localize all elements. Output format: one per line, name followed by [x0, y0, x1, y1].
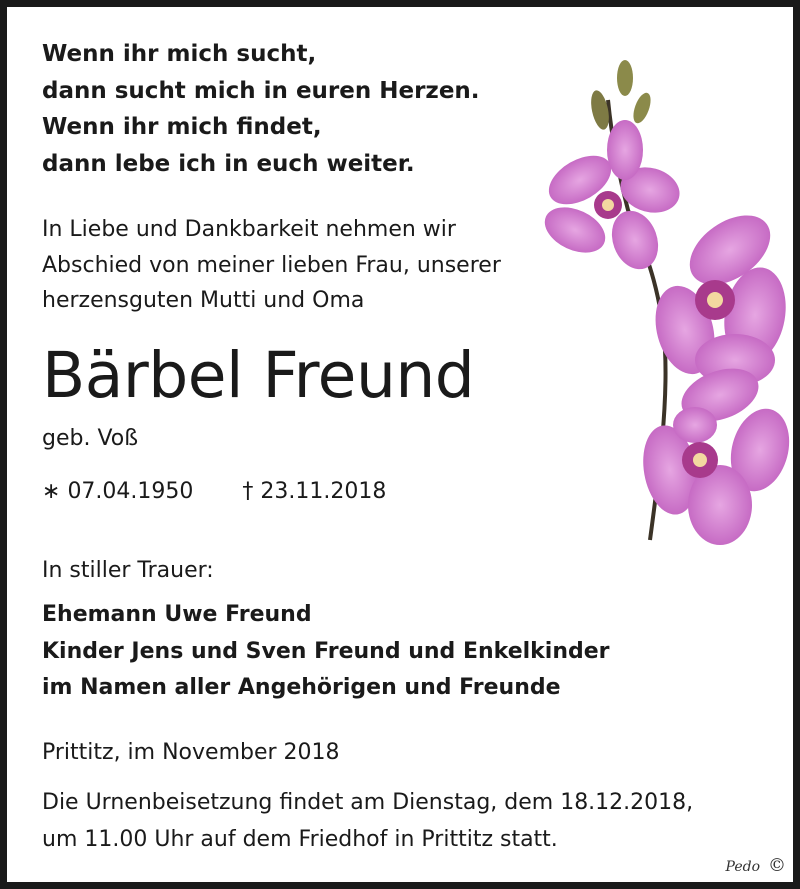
birth-date: 07.04.1950 — [67, 479, 194, 504]
mourner-line: Kinder Jens und Sven Freund und Enkelkinder — [42, 638, 610, 664]
life-dates — [42, 476, 386, 508]
poem-line: Wenn ihr mich findet, — [42, 114, 322, 140]
photo-credit — [726, 855, 786, 876]
place-date: Prittitz, im November 2018 — [42, 740, 340, 765]
birth-date-group — [42, 476, 193, 508]
mourner-line: Ehemann Uwe Freund — [42, 602, 312, 627]
death-date: 23.11.2018 — [260, 479, 387, 504]
intro-line: Abschied von meiner lieben Frau, unserer — [42, 252, 501, 278]
orchid-blossom — [637, 359, 792, 545]
mourner-line: im Namen aller Angehörigen und Freunde — [42, 675, 561, 700]
birth-name: geb. Voß — [42, 426, 139, 451]
orchid-flower-image — [500, 30, 792, 560]
signature: Pedo — [725, 859, 760, 875]
poem-line: dann sucht mich in euren Herzen. — [42, 77, 480, 104]
mourning-label: In stiller Trauer: — [42, 558, 214, 583]
mourners-list — [42, 597, 610, 707]
orchid-bud — [630, 91, 654, 126]
death-date-group — [242, 476, 386, 508]
funeral-line: um 11.00 Uhr auf dem Friedhof in Prittitz statt. — [42, 826, 558, 852]
poem-line: dann lebe ich in euch weiter. — [42, 150, 415, 177]
intro-line: In Liebe und Dankbarkeit nehmen wir — [42, 217, 456, 242]
funeral-line: Die Urnenbeisetzung findet am Dienstag, dem 18.12.2018, — [42, 790, 694, 815]
funeral-info — [42, 785, 693, 858]
birth-star-icon: ∗ — [42, 479, 61, 504]
deceased-name: Bärbel Freund — [42, 339, 475, 412]
orchid-bud — [617, 60, 633, 96]
poem-line: Wenn ihr mich sucht, — [42, 41, 317, 67]
copyright-icon: © — [768, 855, 786, 876]
intro-text — [42, 212, 501, 319]
intro-line: herzensguten Mutti und Oma — [42, 288, 365, 313]
death-cross-icon: † — [242, 479, 254, 504]
orchid-blossom — [646, 201, 792, 386]
orchid-blossom — [538, 120, 685, 276]
poem — [42, 36, 480, 182]
